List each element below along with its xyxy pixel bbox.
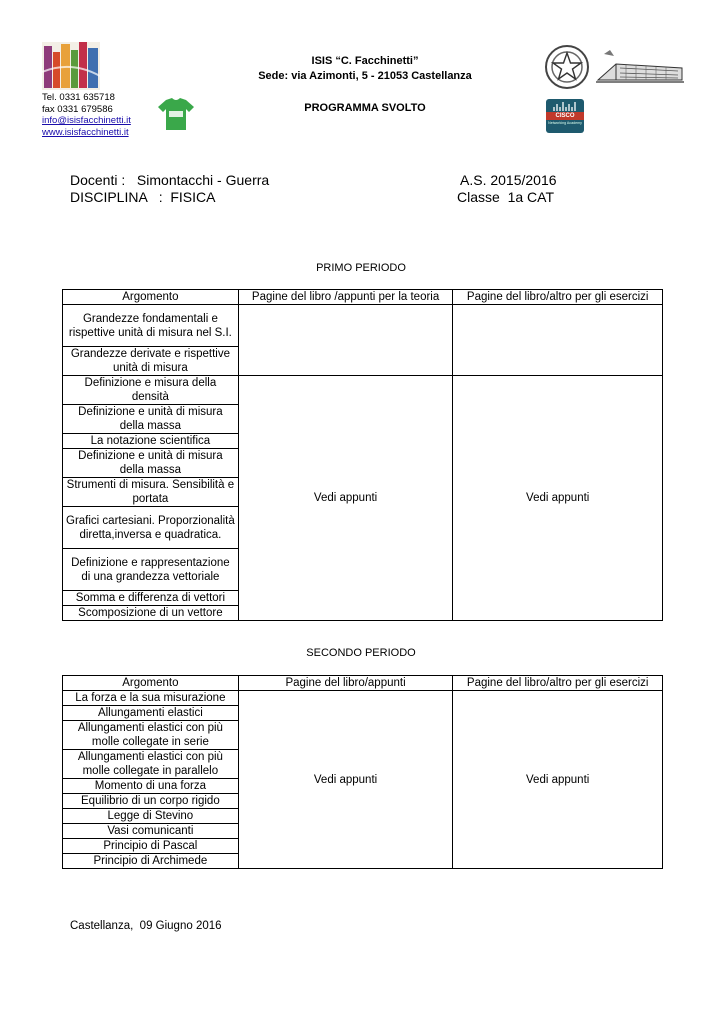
header-esercizi: Pagine del libro/altro per gli esercizi xyxy=(453,290,663,305)
school-name: ISIS “C. Facchinetti” xyxy=(311,55,419,67)
topic-cell: Grafici cartesiani. Proporzionalità diretta,inversa e quadratica. xyxy=(63,507,239,549)
email-link[interactable]: info@isisfacchinetti.it xyxy=(42,115,131,126)
theory-cell: Vedi appunti xyxy=(238,691,453,869)
website-link[interactable]: www.isisfacchinetti.it xyxy=(42,126,129,138)
topic-cell: Equilibrio di un corpo rigido xyxy=(63,794,239,809)
first-period-title: PRIMO PERIODO xyxy=(316,262,406,274)
school-year: A.S. 2015/2016 xyxy=(460,172,557,188)
contact-block xyxy=(42,92,162,138)
topic-cell: Allungamenti elastici con più molle collegate in serie xyxy=(63,721,239,750)
class-line: Classe 1a CAT xyxy=(457,189,554,205)
topic-cell: Principio di Pascal xyxy=(63,839,239,854)
cisco-subtitle: Networking Academy xyxy=(548,121,582,125)
topic-cell: Grandezze fondamentali e rispettive unità di misura nel S.I. xyxy=(63,305,239,347)
table-header-row xyxy=(63,290,663,305)
table-row xyxy=(63,305,663,347)
table-row xyxy=(63,376,663,405)
second-period-table xyxy=(62,675,663,869)
topic-cell: Principio di Archimede xyxy=(63,854,239,869)
teachers-line: Docenti : Simontacchi - Guerra xyxy=(70,172,270,188)
topic-cell: La forza e la sua misurazione xyxy=(63,691,239,706)
exercises-cell: Vedi appunti xyxy=(453,376,663,621)
topic-cell: Definizione e unità di misura della massa xyxy=(63,405,239,434)
place-date: Castellanza, 09 Giugno 2016 xyxy=(70,920,222,932)
exercises-cell: Vedi appunti xyxy=(453,691,663,869)
header-esercizi: Pagine del libro/altro per gli esercizi xyxy=(453,676,663,691)
school-building-image xyxy=(596,46,684,86)
school-logo xyxy=(42,42,100,90)
topic-cell: Allungamenti elastici xyxy=(63,706,239,721)
topic-cell: Legge di Stevino xyxy=(63,809,239,824)
topic-cell: Definizione e unità di misura della massa xyxy=(63,449,239,478)
topic-cell: Definizione e rappresentazione di una grandezza vettoriale xyxy=(63,549,239,591)
theory-cell: Vedi appunti xyxy=(238,376,453,621)
topic-cell: Definizione e misura della densità xyxy=(63,376,239,405)
empty-cell xyxy=(453,305,663,376)
header-argomento: Argomento xyxy=(63,676,239,691)
topic-cell: Scomposizione di un vettore xyxy=(63,606,239,621)
table-header-row xyxy=(63,676,663,691)
header-teoria: Pagine del libro/appunti xyxy=(238,676,453,691)
second-period-title: SECONDO PERIODO xyxy=(306,647,416,659)
first-period-table xyxy=(62,289,663,621)
cisco-academy-logo xyxy=(546,99,584,133)
subject-line: DISCIPLINA : FISICA xyxy=(70,189,216,205)
topic-cell: Allungamenti elastici con più molle collegate in parallelo xyxy=(63,750,239,779)
school-heading xyxy=(220,54,510,84)
topic-cell: Somma e differenza di vettori xyxy=(63,591,239,606)
header-teoria: Pagine del libro /appunti per la teoria xyxy=(238,290,453,305)
topic-cell: Vasi comunicanti xyxy=(63,824,239,839)
topic-cell: Strumenti di misura. Sensibilità e portata xyxy=(63,478,239,507)
document-type: PROGRAMMA SVOLTO xyxy=(304,102,426,114)
republic-emblem-icon xyxy=(544,44,590,90)
fax-number: fax 0331 679586 xyxy=(42,103,113,115)
phone-number: Tel. 0331 635718 xyxy=(42,92,115,103)
green-tshirt-logo xyxy=(156,96,196,132)
empty-cell xyxy=(238,305,453,376)
header-argomento: Argomento xyxy=(63,290,239,305)
table-row xyxy=(63,691,663,706)
topic-cell: Momento di una forza xyxy=(63,779,239,794)
school-address: Sede: via Azimonti, 5 - 21053 Castellanza xyxy=(258,70,472,82)
cisco-label: CISCO xyxy=(546,112,584,120)
topic-cell: Grandezze derivate e rispettive unità di misura xyxy=(63,347,239,376)
topic-cell: La notazione scientifica xyxy=(63,434,239,449)
